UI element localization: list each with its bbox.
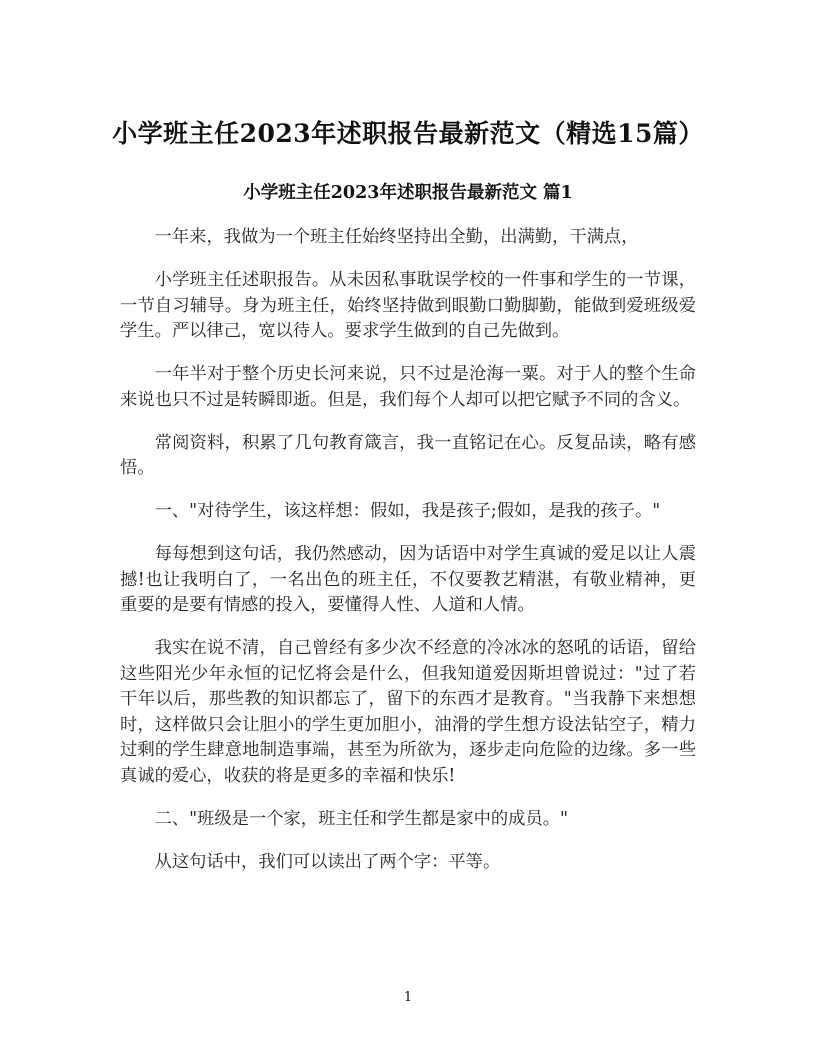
paragraph: 一年半对于整个历史长河来说，只不过是沧海一粟。对于人的整个生命来说也只不过是转瞬即逝。但是，我们每个人却可以把它赋予不同的含义。 — [120, 364, 696, 410]
paragraph: 我实在说不清，自己曾经有多少次不经意的冷冰冰的怒吼的话语，留给这些阳光少年永恒的记忆将会是什么，但我知道爱因斯坦曾说过："过了若干年以后，那些教的知识都忘了，留下的东西才是教育。"当我静下来想想时，这样做只会让胆小的学生更加胆小，油滑的学生想方设法钻空子，精力过剩的学生肆意地制造事端，甚至为所欲为，逐步走向危险的边缘。多一些真诚的爱心，收获的将是更多的幸福和快乐! — [120, 638, 696, 786]
paragraph: 常阅资料，积累了几句教育箴言，我一直铭记在心。反复品读，略有感悟。 — [120, 432, 696, 478]
section-title: 小学班主任2023年述职报告最新范文 篇1 — [243, 183, 573, 203]
paragraph: 每每想到这句话，我仍然感动，因为话语中对学生真诚的爱足以让人震撼!也让我明白了，一名出色的班主任，不仅要教艺精湛，有敬业精神，更重要的是要有情感的投入，要懂得人性、人道和人情。 — [120, 544, 696, 615]
page-number: 1 — [403, 990, 413, 1005]
paragraph: 从这句话中，我们可以读出了两个字：平等。 — [154, 851, 501, 872]
document-title: 小学班主任2023年述职报告最新范文（精选15篇） — [112, 119, 704, 148]
paragraph: 一年来，我做为一个班主任始终坚持出全勤，出满勤，干满点， — [154, 227, 639, 247]
paragraph: 二、"班级是一个家，班主任和学生都是家中的成员。" — [154, 808, 568, 829]
paragraph: 小学班主任述职报告。从未因私事耽误学校的一件事和学生的一节课，一节自习辅导。身为班主任，始终坚持做到眼勤口勤脚勤，能做到爱班级爱学生。严以律己，宽以待人。要求学生做到的自己先做到。 — [120, 270, 696, 341]
document-body — [120, 225, 696, 893]
paragraph: 一、"对待学生，该这样想：假如，我是孩子;假如，是我的孩子。" — [154, 501, 661, 521]
